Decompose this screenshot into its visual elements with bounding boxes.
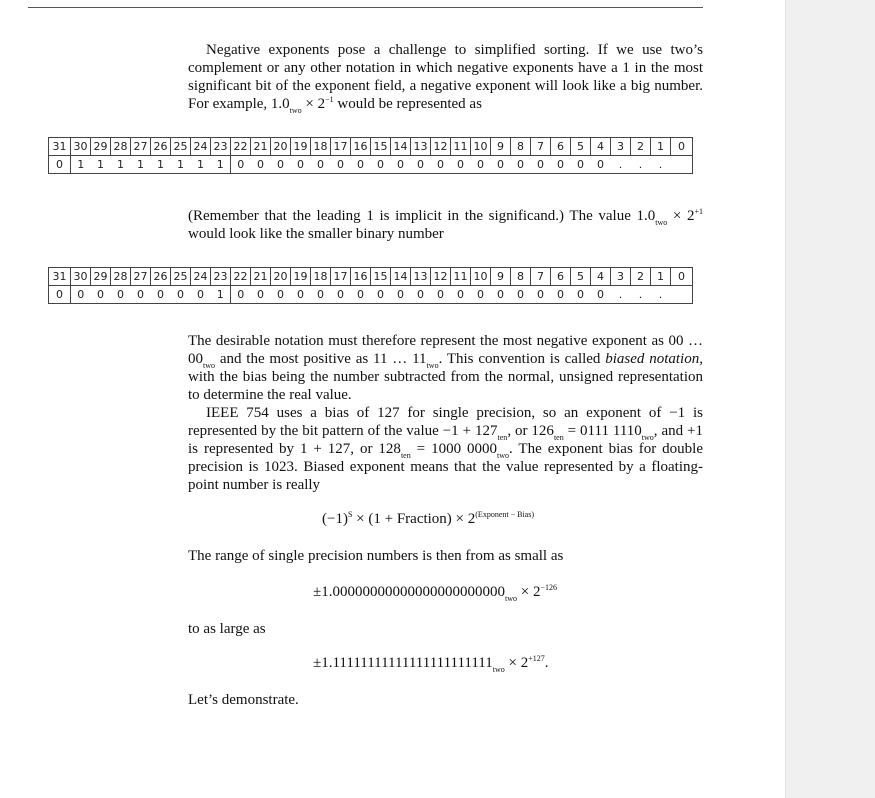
bit-value-cell: 0 [551,286,571,304]
bit-index-cell: 28 [111,268,131,286]
bit-index-cell: 30 [71,138,91,156]
bit-index-cell: 14 [391,268,411,286]
bit-value-cell: 0 [371,156,391,174]
bit-index-cell: 27 [131,268,151,286]
bit-value-cell: . [631,156,651,174]
bit-index-cell: 4 [591,268,611,286]
bit-value-cell: 0 [331,286,351,304]
bit-table-1 [48,137,693,174]
bit-value-cell: . [631,286,651,304]
bit-value-cell: 1 [151,156,171,174]
bit-index-cell: 13 [411,138,431,156]
bit-index-cell: 7 [531,138,551,156]
bit-index-cell: 21 [251,268,271,286]
bit-value-cell: 1 [111,156,131,174]
formula-max-value: $\pm 1.11111111111111111111111_{two} \times 2^{+127}$. [313,654,549,674]
bit-value-cell: 0 [251,156,271,174]
bit-index-cell: 16 [351,138,371,156]
bit-value-cell: 0 [391,286,411,304]
bit-index-cell: 22 [231,268,251,286]
bit-table-2 [48,267,693,304]
bit-value-cell: 0 [171,286,191,304]
bit-value-cell: . [651,286,671,304]
bit-index-cell: 14 [391,138,411,156]
paragraph-range-large: to as large as [188,621,266,637]
bit-value-cell: 0 [49,156,71,174]
top-rule [28,7,703,8]
bit-index-cell: 8 [511,138,531,156]
bit-index-cell: 22 [231,138,251,156]
bit-value-cell: 0 [391,156,411,174]
side-panel [785,0,875,798]
bit-index-cell: 8 [511,268,531,286]
bit-value-cell: 0 [231,156,251,174]
bit-value-cell: 0 [451,156,471,174]
bit-index-cell: 24 [191,138,211,156]
bit-value-cell: 0 [111,286,131,304]
paragraph-ieee-bias: IEEE 754 uses a bias of 127 for single precision, so an exponent of −1 is represented by the bit pattern of the value $-1 + 127_{ten}$, or $126_{ten} = 0111$ $1110_{two}$, and +1 is represented by 1 + 127, or $128_{ten} = 1000$ $0000_{two}$. The exponent bias for double precision is 1023. Biased exponent means that the value represented by a floating-point number is really [188,405,704,493]
bit-index-cell: 2 [631,138,651,156]
bit-index-cell: 27 [131,138,151,156]
bit-value-cell: 0 [131,286,151,304]
bit-value-cell: 1 [211,286,231,304]
bit-value-cell: . [651,156,671,174]
bit-index-cell: 16 [351,268,371,286]
bit-value-row [49,286,693,304]
bit-index-cell: 18 [311,138,331,156]
bit-value-cell [671,286,693,304]
bit-index-cell: 20 [271,268,291,286]
bit-index-cell: 29 [91,268,111,286]
bit-value-cell: 0 [531,156,551,174]
bit-value-cell: 0 [231,286,251,304]
bit-index-cell: 15 [371,268,391,286]
bit-index-cell: 9 [491,268,511,286]
bit-value-cell: 1 [71,156,91,174]
bit-value-cell: 0 [311,286,331,304]
bit-index-cell: 3 [611,138,631,156]
bit-value-cell: 0 [151,286,171,304]
bit-value-cell: 0 [271,156,291,174]
bit-index-cell: 6 [551,268,571,286]
bit-value-cell: 0 [191,286,211,304]
bit-index-cell: 23 [211,268,231,286]
paragraph-range-small: The range of single precision numbers is then from as small as [188,548,564,564]
bit-value-cell: 0 [251,286,271,304]
bit-value-cell: 0 [451,286,471,304]
bit-index-cell: 25 [171,138,191,156]
bit-value-cell: 0 [331,156,351,174]
bit-index-cell: 10 [471,138,491,156]
bit-value-cell: 1 [131,156,151,174]
bit-index-cell: 1 [651,138,671,156]
bit-value-cell: 0 [471,286,491,304]
bit-index-cell: 7 [531,268,551,286]
bit-value-cell: 0 [491,286,511,304]
bit-index-cell: 31 [49,138,71,156]
bit-index-cell: 12 [431,268,451,286]
bit-index-cell: 5 [571,268,591,286]
bit-value-cell: 0 [271,286,291,304]
bit-index-cell: 18 [311,268,331,286]
bit-value-cell: 0 [411,156,431,174]
bit-value-cell: 0 [511,286,531,304]
bit-index-cell: 30 [71,268,91,286]
paragraph-negative-exponents: Negative exponents pose a challenge to simplified sorting. If we use two’s complement or any other notation in which negative exponents have a 1 in the most significant bit of the exponent field, a negative exponent will look like a big number. For example, $1.0_{two} \times 2^{-1}$ would be represented as [188,42,703,115]
bit-index-cell: 17 [331,138,351,156]
bit-value-cell: 0 [371,286,391,304]
bit-index-cell: 11 [451,138,471,156]
bit-index-cell: 1 [651,268,671,286]
bit-value-cell: 0 [491,156,511,174]
bit-value-row [49,156,693,174]
bit-value-cell: . [611,156,631,174]
bit-index-cell: 26 [151,138,171,156]
bit-index-cell: 5 [571,138,591,156]
bit-index-cell: 10 [471,268,491,286]
bit-value-cell: 0 [351,286,371,304]
bit-index-cell: 26 [151,268,171,286]
bit-value-cell: . [611,286,631,304]
bit-index-cell: 17 [331,268,351,286]
bit-value-cell: 0 [571,286,591,304]
bit-index-cell: 29 [91,138,111,156]
bit-value-cell: 0 [49,286,71,304]
bit-index-row [49,268,693,286]
bit-value-cell: 0 [591,156,611,174]
bit-index-cell: 20 [271,138,291,156]
bit-index-cell: 19 [291,268,311,286]
bit-value-cell: 0 [71,286,91,304]
bit-value-cell: 0 [311,156,331,174]
bit-index-cell: 2 [631,268,651,286]
paragraph-demonstrate: Let’s demonstrate. [188,692,299,708]
formula-biased-value: $(-1)^S \times (1$ + Fraction) × $2^{(Exponent - Bias)}$ [322,510,534,527]
bit-value-cell: 0 [291,286,311,304]
bit-value-cell: 0 [411,286,431,304]
bit-index-cell: 11 [451,268,471,286]
bit-index-cell: 21 [251,138,271,156]
bit-index-cell: 13 [411,268,431,286]
bit-value-cell: 0 [471,156,491,174]
bit-index-cell: 15 [371,138,391,156]
bit-value-cell: 1 [191,156,211,174]
bit-value-cell: 1 [91,156,111,174]
bit-value-cell: 0 [91,286,111,304]
bit-index-cell: 9 [491,138,511,156]
bit-index-cell: 3 [611,268,631,286]
bit-index-cell: 24 [191,268,211,286]
bit-value-cell: 0 [351,156,371,174]
bit-index-cell: 4 [591,138,611,156]
paragraph-biased-notation: The desirable notation must therefore represent the most negative exponent as 00 … $00_{two}$ and the most positive as 11 … $11_{two}$. This convention is called biased notation, with the bias being the number subtracted from the normal, unsigned representation to determine the real value. [188,333,703,403]
formula-min-value: $\pm 1.00000000000000000000000_{two} \times 2^{-126}$ [313,583,557,603]
bit-index-cell: 31 [49,268,71,286]
bit-index-cell: 19 [291,138,311,156]
bit-value-cell [671,156,693,174]
bit-index-row [49,138,693,156]
bit-value-cell: 0 [531,286,551,304]
bit-index-cell: 0 [671,268,693,286]
bit-index-cell: 0 [671,138,693,156]
bit-value-cell: 0 [291,156,311,174]
bit-index-cell: 6 [551,138,571,156]
bit-index-cell: 23 [211,138,231,156]
bit-value-cell: 1 [171,156,191,174]
bit-value-cell: 1 [211,156,231,174]
bit-index-cell: 12 [431,138,451,156]
bit-value-cell: 0 [571,156,591,174]
bit-value-cell: 0 [511,156,531,174]
bit-value-cell: 0 [551,156,571,174]
bit-value-cell: 0 [591,286,611,304]
bit-index-cell: 28 [111,138,131,156]
bit-value-cell: 0 [431,156,451,174]
bit-value-cell: 0 [431,286,451,304]
bit-index-cell: 25 [171,268,191,286]
paragraph-leading-one: (Remember that the leading 1 is implicit in the significand.) The value $1.0_{two} \times 2^{+1}$ would look like the smaller binary number [188,207,703,242]
